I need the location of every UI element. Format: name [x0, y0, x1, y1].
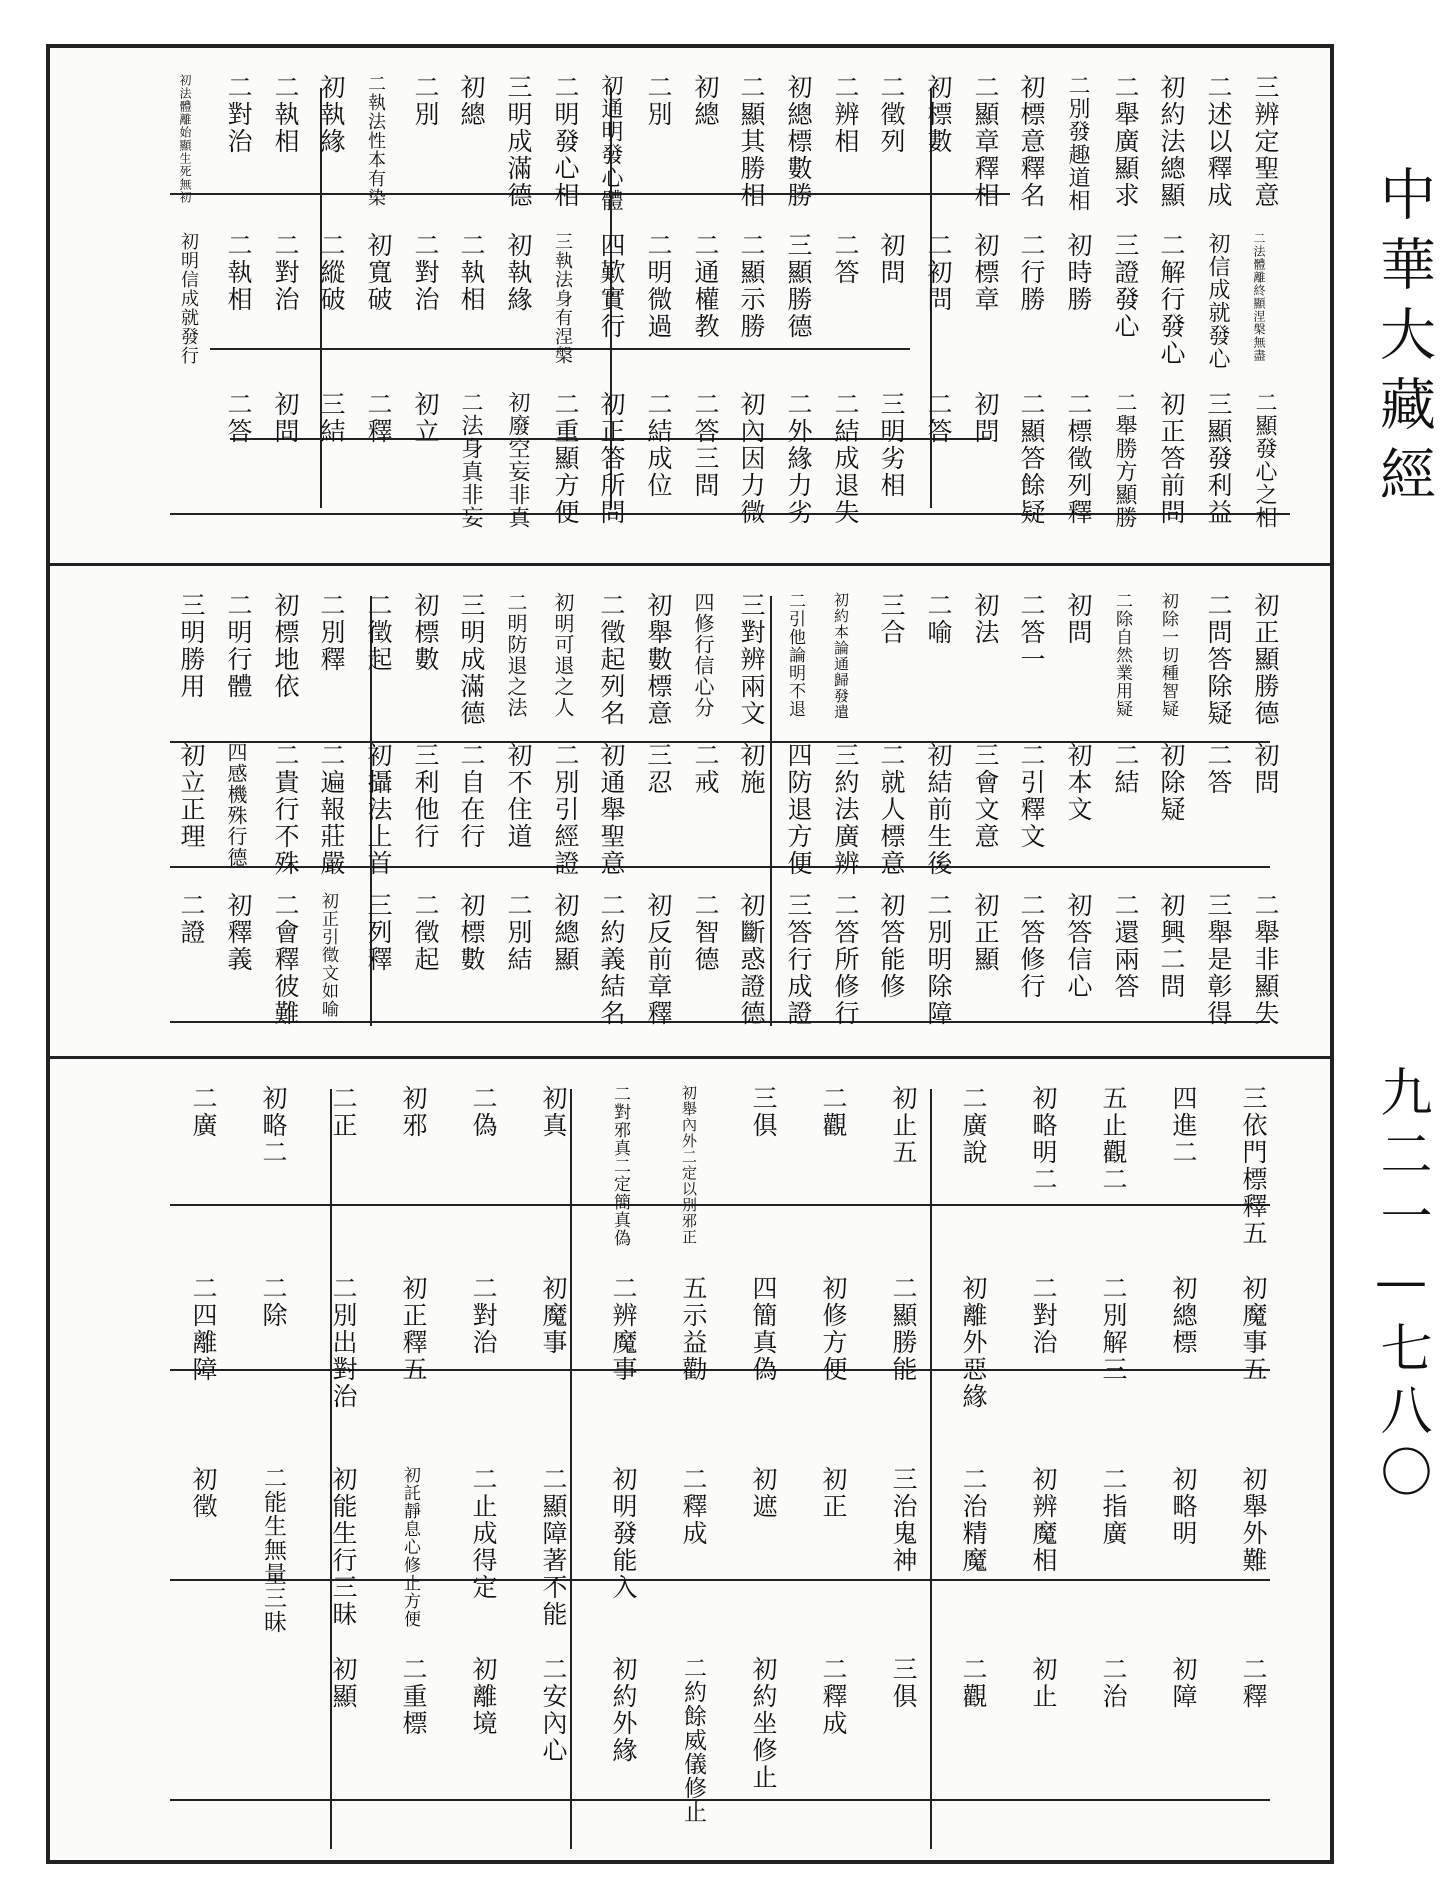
panel-middle: [50, 566, 1330, 1056]
outline-entry: 二縱破: [317, 232, 346, 313]
outline-entry: 二治精魔: [959, 1466, 988, 1574]
outline-entry: 二觀: [819, 1085, 848, 1139]
outline-entry: 二舉廣顯求: [1111, 74, 1140, 209]
outline-entry: 二釋: [1239, 1656, 1268, 1710]
outline-entry: 初正答所問: [597, 391, 626, 526]
outline-entry: 初能生行三昧: [329, 1466, 358, 1628]
outline-entry: 二指廣: [1099, 1466, 1128, 1547]
outline-entry: 二顯勝能: [889, 1275, 918, 1383]
outline-entry: 初時勝: [1064, 232, 1093, 313]
outline-entry: 初舉數標意: [644, 592, 673, 727]
outline-entry: 初舉內外二定以別邪正: [680, 1085, 698, 1245]
outline-entry: 二徵起列名: [597, 592, 626, 727]
outline-entry: 二執相: [224, 232, 253, 313]
outline-entry: 二別引經證: [551, 742, 580, 877]
outline-entry: 二止成得定: [469, 1466, 498, 1601]
outline-entry: 二答一: [1017, 592, 1046, 673]
outline-entry: 初離外惡緣: [959, 1275, 988, 1410]
outline-entry: 三對辨兩文: [737, 592, 766, 727]
outline-entry: 初舉外難: [1239, 1466, 1268, 1574]
outline-entry: 初執緣: [317, 74, 346, 155]
outline-entry: 初遮: [749, 1466, 778, 1520]
outline-entry: 三俱: [889, 1656, 918, 1710]
outline-entry: 二問答除疑: [1204, 592, 1233, 727]
outline-entry: 二能生無量三昧: [260, 1466, 286, 1634]
outline-entry: 初信成就發心: [1205, 232, 1230, 370]
outline-entry: 二就人標意: [877, 742, 906, 877]
outline-entry: 初正顯勝德: [1251, 592, 1280, 727]
outline-entry: 二結成位: [644, 391, 673, 499]
outline-entry: 初正引徵文如喻: [318, 892, 338, 1018]
outline-entry: 初徵: [189, 1466, 218, 1520]
outline-entry: 初立正理: [177, 742, 206, 850]
outline-entry: 初正答前問: [1157, 391, 1186, 526]
outline-entry: 初約法總顯: [1157, 74, 1186, 209]
outline-entry: 二安內心: [539, 1656, 568, 1764]
outline-entry: 二答: [224, 391, 253, 445]
outline-entry: 二答三問: [691, 391, 720, 499]
outline-entry: 二明防退之法: [504, 592, 528, 718]
bracket-line: [170, 1021, 1270, 1023]
panel-top: [50, 48, 1330, 563]
outline-entry: 二行勝: [1017, 232, 1046, 313]
outline-entry: 二法身真非妄: [458, 391, 483, 529]
outline-entry: 二答修行: [1017, 892, 1046, 1000]
outline-entry: 二舉勝方顯勝: [1112, 391, 1137, 529]
outline-entry: 初法: [971, 592, 1000, 646]
outline-entry: 二對治: [224, 74, 253, 155]
outline-entry: 三列釋: [364, 892, 393, 973]
outline-entry: 二除自然業用疑: [1112, 592, 1132, 718]
outline-entry: 初問: [971, 391, 1000, 445]
outline-entry: 初魔事五: [1239, 1275, 1268, 1383]
outline-entry: 二執相: [457, 232, 486, 313]
outline-entry: 二法體離終顯涅槃無盡: [1252, 232, 1266, 362]
outline-entry: 三利他行: [411, 742, 440, 850]
outline-entry: 二結成退失: [831, 391, 860, 526]
outline-entry: 二治: [1099, 1656, 1128, 1710]
outline-entry: 三執法身有涅槃: [552, 232, 573, 365]
outline-entry: 初明發能入: [609, 1466, 638, 1601]
outline-entry: 三忍: [644, 742, 673, 796]
outline-entry: 初答能修: [877, 892, 906, 1000]
outline-entry: 初施: [737, 742, 766, 796]
outline-entry: 二顯發心之相: [1252, 391, 1277, 529]
outline-entry: 初止五: [889, 1085, 918, 1166]
outline-entry: 二別結: [504, 892, 533, 973]
outline-entry: 初辨魔相: [1029, 1466, 1058, 1574]
outline-entry: 二徵起: [364, 592, 393, 673]
outline-entry: 初結前生後: [924, 742, 953, 877]
outline-entry: 二釋成: [819, 1656, 848, 1737]
outline-entry: 四進二: [1169, 1085, 1198, 1166]
outline-entry: 初廢空妄非真: [505, 391, 530, 529]
outline-entry: 五止觀二: [1099, 1085, 1128, 1193]
outline-entry: 初本文: [1064, 742, 1093, 823]
outline-entry: 初標意釋名: [1017, 74, 1046, 209]
outline-entry: 二重標: [399, 1656, 428, 1737]
outline-entry: 初標數: [924, 74, 953, 155]
outline-entry: 初障: [1169, 1656, 1198, 1710]
outline-entry: 初通舉聖意: [597, 742, 626, 877]
outline-entry: 二解行發心: [1157, 232, 1186, 367]
outline-entry: 初略明: [1169, 1466, 1198, 1547]
bracket-line: [170, 1799, 1270, 1801]
outline-entry: 二偽: [469, 1085, 498, 1139]
outline-entry: 四防退方便: [784, 742, 813, 877]
outline-entry: 初總: [457, 74, 486, 128]
outline-entry: 初標數: [457, 892, 486, 973]
outline-entry: 二別出對治: [329, 1275, 358, 1410]
outline-entry: 二外緣力劣: [784, 391, 813, 526]
outline-entry: 初明信成就發行: [178, 232, 199, 365]
outline-entry: 三依門標釋五: [1239, 1085, 1268, 1247]
outline-entry: 二顯示勝: [737, 232, 766, 340]
outline-entry: 三明劣相: [877, 391, 906, 499]
outline-entry: 二釋成: [679, 1466, 708, 1547]
bracket-line: [930, 1089, 932, 1849]
outline-entry: 二顯障著不能: [539, 1466, 568, 1628]
outline-entry: 二對治: [411, 232, 440, 313]
outline-entry: 二明微過: [644, 232, 673, 340]
outline-entry: 二還兩答: [1111, 892, 1140, 1000]
outline-entry: 初總標數勝: [784, 74, 813, 209]
bracket-line: [170, 193, 1010, 195]
outline-entry: 初標章: [971, 232, 1000, 313]
outline-entry: 三合: [877, 592, 906, 646]
outline-entry: 初約本論通歸發遣: [832, 592, 850, 720]
outline-entry: 四歎實行: [597, 232, 626, 340]
outline-entry: 二貴行不殊: [271, 742, 300, 877]
outline-entry: 初反前章釋: [644, 892, 673, 1027]
page-number: 九二一—七八〇: [1371, 1065, 1431, 1507]
outline-entry: 四簡真偽: [749, 1275, 778, 1383]
outline-entry: 二別: [644, 74, 673, 128]
outline-entry: 四修行信心分: [691, 592, 715, 718]
outline-entry: 初止: [1029, 1656, 1058, 1710]
outline-entry: 初正釋五: [399, 1275, 428, 1383]
outline-entry: 二引他論明不退: [785, 592, 805, 718]
outline-entry: 二通權教: [691, 232, 720, 340]
outline-entry: 二廣: [189, 1085, 218, 1139]
outline-entry: 二證: [177, 892, 206, 946]
outline-entry: 二對治: [469, 1275, 498, 1356]
outline-entry: 初問: [1064, 592, 1093, 646]
outline-entry: 初邪: [399, 1085, 428, 1139]
outline-entry: 初立: [411, 391, 440, 445]
outline-entry: 三顯發利益: [1204, 391, 1233, 526]
outline-entry: 二舉非顯失: [1251, 892, 1280, 1027]
panel-bottom: [50, 1059, 1330, 1860]
outline-entry: 三明成滿德: [504, 74, 533, 209]
scripture-title: 中華大藏經: [1371, 165, 1436, 515]
outline-entry: 三顯勝德: [784, 232, 813, 340]
outline-entry: 初總顯: [551, 892, 580, 973]
outline-entry: 二約餘威儀修止: [680, 1656, 706, 1824]
outline-entry: 三辨定聖意: [1251, 74, 1280, 209]
outline-entry: 二執法性本有染: [365, 74, 386, 207]
outline-entry: 初寬破: [364, 232, 393, 313]
outline-entry: 初真: [539, 1085, 568, 1139]
outline-entry: 三治鬼神: [889, 1466, 918, 1574]
outline-entry: 二除: [259, 1275, 288, 1329]
outline-entry: 三俱: [749, 1085, 778, 1139]
outline-entry: 初攝法上首: [364, 742, 393, 877]
outline-entry: 初略明二: [1029, 1085, 1058, 1193]
outline-entry: 二辨魔事: [609, 1275, 638, 1383]
outline-entry: 二答: [831, 232, 860, 286]
outline-entry: 二引釋文: [1017, 742, 1046, 850]
outline-entry: 二顯答餘疑: [1017, 391, 1046, 526]
outline-entry: 初內因力微: [737, 391, 766, 526]
outline-entry: 二重顯方便: [551, 391, 580, 526]
outline-entry: 二別釋: [317, 592, 346, 673]
outline-entry: 二標徵列釋: [1064, 391, 1093, 526]
outline-entry: 初執緣: [504, 232, 533, 313]
outline-entry: 二述以釋成: [1204, 74, 1233, 209]
outline-entry: 二顯其勝相: [737, 74, 766, 209]
outline-entry: 三明成滿德: [457, 592, 486, 727]
outline-entry: 三明勝用: [177, 592, 206, 700]
outline-entry: 二釋: [364, 391, 393, 445]
outline-entry: 二別解三: [1099, 1275, 1128, 1383]
outline-entry: 初顯: [329, 1656, 358, 1710]
outline-entry: 三結: [317, 391, 346, 445]
outline-entry: 二對邪真二定簡真偽: [610, 1085, 630, 1247]
outline-entry: 初標地依: [271, 592, 300, 700]
outline-entry: 二顯章釋相: [971, 74, 1000, 209]
outline-entry: 初約外緣: [609, 1656, 638, 1764]
outline-entry: 初標數: [411, 592, 440, 673]
outline-entry: 初問: [1251, 742, 1280, 796]
outline-entry: 二約義結名: [597, 892, 626, 1027]
outline-entry: 二結: [1111, 742, 1140, 796]
bracket-line: [770, 596, 772, 1026]
outline-entry: 初答信心: [1064, 892, 1093, 1000]
outline-entry: 二初問: [924, 232, 953, 313]
outline-entry: 二徵列: [877, 74, 906, 155]
outline-entry: 初不住道: [504, 742, 533, 850]
outline-entry: 二觀: [959, 1656, 988, 1710]
outline-entry: 初託靜息心修止方便: [400, 1466, 420, 1628]
outline-entry: 初斷惑證德: [737, 892, 766, 1027]
outline-entry: 初離境: [469, 1656, 498, 1737]
outline-entry: 初通明發心體: [598, 74, 623, 212]
outline-entry: 二喻: [924, 592, 953, 646]
outline-entry: 二別明除障: [924, 892, 953, 1027]
outline-entry: 三答行成證: [784, 892, 813, 1027]
outline-entry: 二別: [411, 74, 440, 128]
outline-entry: 初法體離始顯生死無初: [178, 74, 192, 204]
outline-entry: 初約坐修止: [749, 1656, 778, 1791]
outline-entry: 二答: [924, 391, 953, 445]
outline-entry: 二自在行: [457, 742, 486, 850]
outline-entry: 二對治: [271, 232, 300, 313]
outline-entry: 初正顯: [971, 892, 1000, 973]
outline-entry: 二會釋彼難: [271, 892, 300, 1027]
outline-entry: 初正: [819, 1466, 848, 1520]
outline-entry: 二對治: [1029, 1275, 1058, 1356]
outline-entry: 二明發心相: [551, 74, 580, 209]
outline-entry: 二戒: [691, 742, 720, 796]
outline-entry: 三約法廣辨: [831, 742, 860, 877]
outline-entry: 五示益勸: [679, 1275, 708, 1383]
outline-entry: 三證發心: [1111, 232, 1140, 340]
outline-entry: 二別發趣道相: [1065, 74, 1090, 212]
outline-entry: 初魔事: [539, 1275, 568, 1356]
bracket-line: [170, 1204, 1270, 1206]
outline-entry: 初除疑: [1157, 742, 1186, 823]
outline-entry: 二明行體: [224, 592, 253, 700]
outline-entry: 二遍報莊嚴: [317, 742, 346, 877]
outline-entry: 三會文意: [971, 742, 1000, 850]
outline-entry: 初略二: [259, 1085, 288, 1166]
outline-entry: 二正: [329, 1085, 358, 1139]
outline-entry: 二答: [1204, 742, 1233, 796]
outline-entry: 初問: [271, 391, 300, 445]
outline-entry: 二辨相: [831, 74, 860, 155]
outline-entry: 二廣說: [959, 1085, 988, 1166]
outline-entry: 初修方便: [819, 1275, 848, 1383]
outline-entry: 三舉是彰得: [1204, 892, 1233, 1027]
bracket-line: [570, 1089, 572, 1849]
outline-entry: 初釋義: [224, 892, 253, 973]
outline-entry: 初問: [877, 232, 906, 286]
outline-entry: 初興二問: [1157, 892, 1186, 1000]
outline-entry: 二執相: [271, 74, 300, 155]
outline-entry: 初總標: [1169, 1275, 1198, 1356]
outline-entry: 四感機殊行德: [224, 742, 248, 868]
outline-entry: 初明可退之人: [551, 592, 575, 718]
outline-entry: 二四離障: [189, 1275, 218, 1383]
outline-entry: 初除一切種智疑: [1158, 592, 1178, 718]
outline-entry: 二答所修行: [831, 892, 860, 1027]
scripture-page-frame: [46, 44, 1334, 1864]
outline-entry: 二智德: [691, 892, 720, 973]
outline-entry: 初總: [691, 74, 720, 128]
outline-entry: 二徵起: [411, 892, 440, 973]
